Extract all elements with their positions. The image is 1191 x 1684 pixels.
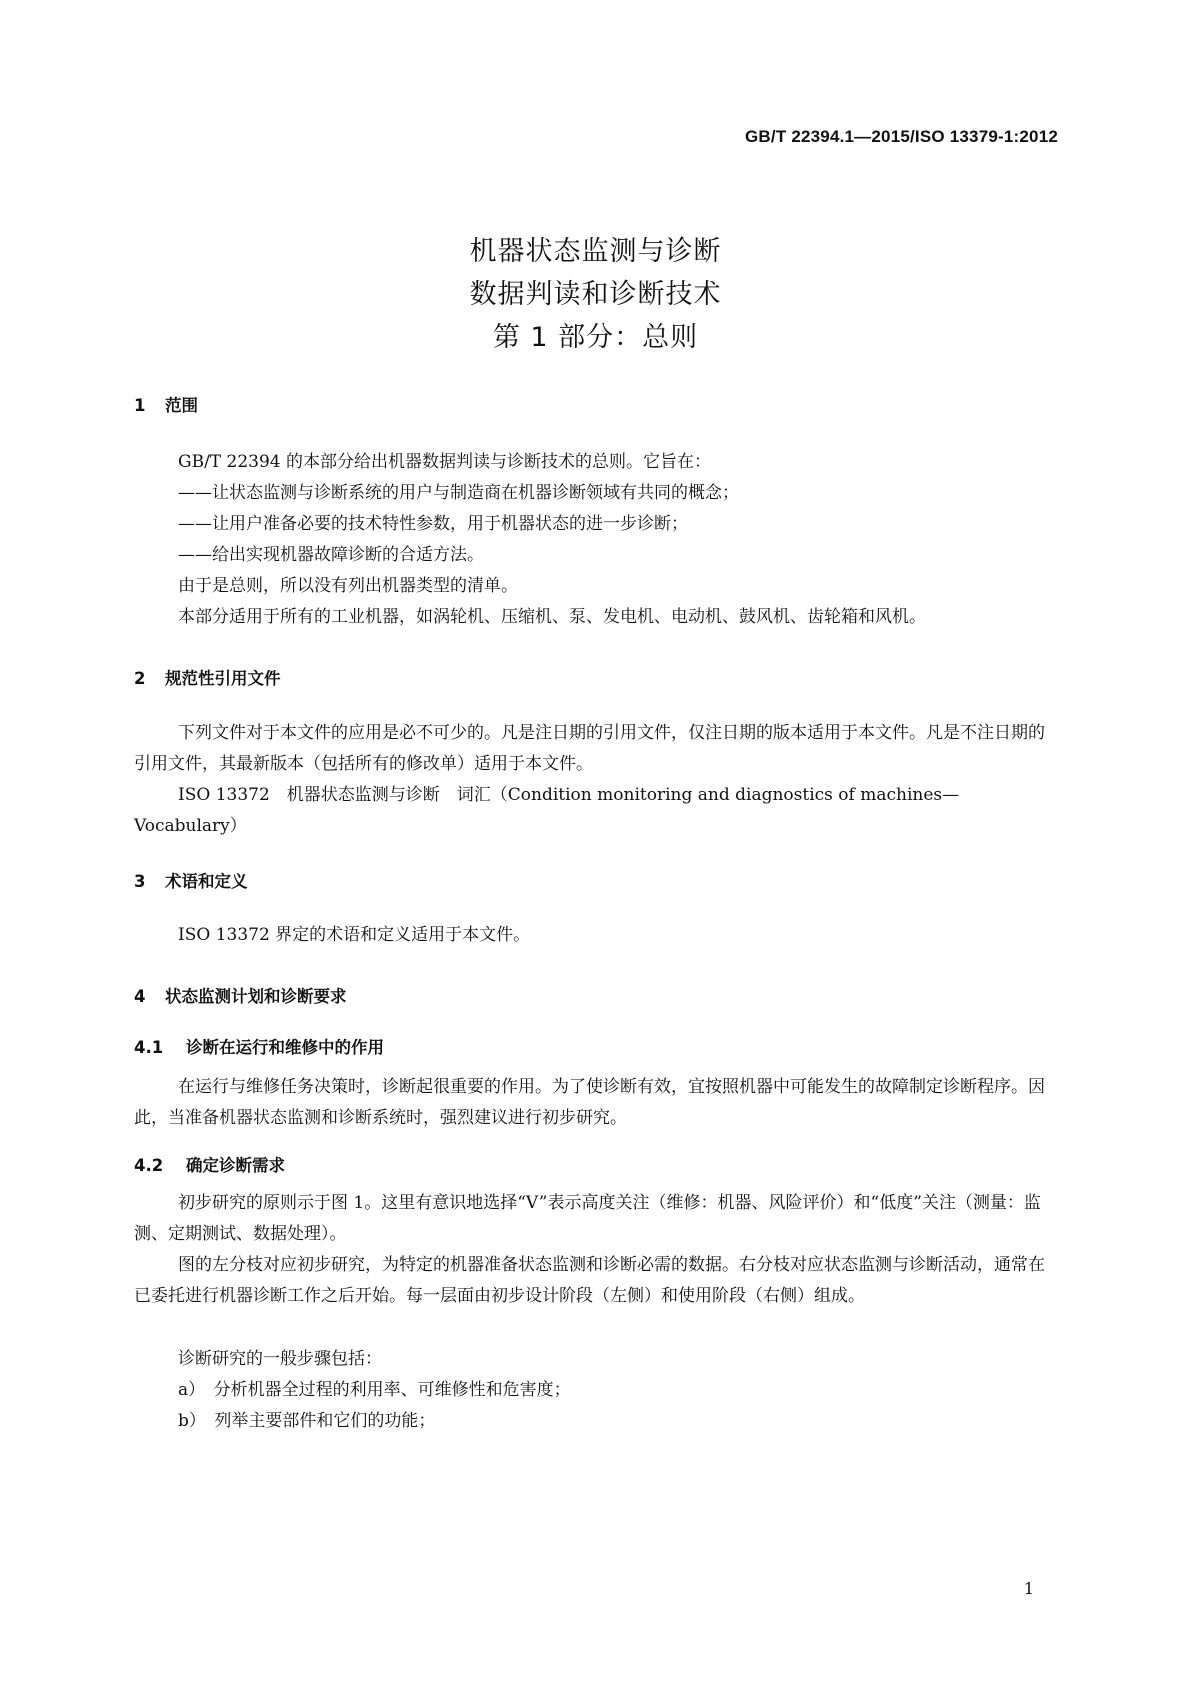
paragraph: GB/T 22394 的本部分给出机器数据判读与诊断技术的总则。它旨在： [178,452,712,472]
paragraph: 图的左分枝对应初步研究，为特定的机器准备状态监测和诊断必需的数据。右分枝对应状态监测与诊断活动，通常在已委托进行机器诊断工作之后开始。每一层面由初步设计阶段（左侧）和使用阶段（右侧）组成。 [134,1255,1045,1306]
title-line-1: 机器状态监测与诊断 [469,236,722,267]
paragraph: 本部分适用于所有的工业机器，如涡轮机、压缩机、泵、发电机、电动机、鼓风机、齿轮箱和风机。 [178,607,926,627]
section-number: 1 [134,396,146,415]
section-number: 3 [134,872,146,891]
paragraph: 诊断研究的一般步骤包括： [178,1349,382,1369]
section-title: 术语和定义 [165,872,248,891]
document-title [0,230,1191,359]
paragraph: 在运行与维修任务决策时，诊断起很重要的作用。为了使诊断有效，宜按照机器中可能发生的故障制定诊断程序。因此，当准备机器状态监测和诊断系统时，强烈建议进行初步研究。 [134,1077,1045,1128]
section-4-heading [134,983,347,1007]
section-4-1-heading [134,1034,384,1058]
section-number: 4.2 [134,1156,164,1175]
section-title: 状态监测计划和诊断要求 [165,987,347,1006]
section-number: 4 [134,987,146,1006]
section-title: 范围 [165,396,198,415]
dash-item: ——给出实现机器故障诊断的合适方法。 [178,545,484,565]
list-item: a） 分析机器全过程的利用率、可维修性和危害度； [178,1380,571,1400]
section-1-heading [134,392,198,416]
dash-item: ——让用户准备必要的技术特性参数，用于机器状态的进一步诊断； [178,514,688,534]
paragraph: 下列文件对于本文件的应用是必不可少的。凡是注日期的引用文件，仅注日期的版本适用于本文件。凡是不注日期的引用文件，其最新版本（包括所有的修改单）适用于本文件。 [134,723,1045,774]
page-number: 1 [1023,1579,1034,1598]
section-number: 2 [134,669,146,688]
paragraph: 由于是总则，所以没有列出机器类型的清单。 [178,576,518,596]
title-line-3: 第 1 部分：总则 [492,322,699,353]
standard-code: GB/T 22394.1—2015/ISO 13379-1:2012 [745,127,1058,146]
section-title: 确定诊断需求 [186,1156,285,1175]
title-line-2: 数据判读和诊断技术 [469,279,722,310]
section-4-2-heading [134,1152,285,1176]
section-title: 规范性引用文件 [165,669,281,688]
section-title: 诊断在运行和维修中的作用 [186,1038,384,1057]
paragraph: ISO 13372 界定的术语和定义适用于本文件。 [178,925,531,945]
section-2-heading [134,665,281,689]
list-item: b） 列举主要部件和它们的功能； [178,1411,436,1431]
section-number: 4.1 [134,1038,164,1057]
paragraph: 初步研究的原则示于图 1。这里有意识地选择“V”表示高度关注（维修：机器、风险评价）和“低度”关注（测量：监测、定期测试、数据处理）。 [134,1193,1041,1244]
section-3-heading [134,868,248,892]
dash-item: ——让状态监测与诊断系统的用户与制造商在机器诊断领域有共同的概念； [178,483,739,503]
normative-reference: ISO 13372 机器状态监测与诊断 词汇（Condition monitoring and diagnostics of machines—Vocabulary） [134,785,960,836]
